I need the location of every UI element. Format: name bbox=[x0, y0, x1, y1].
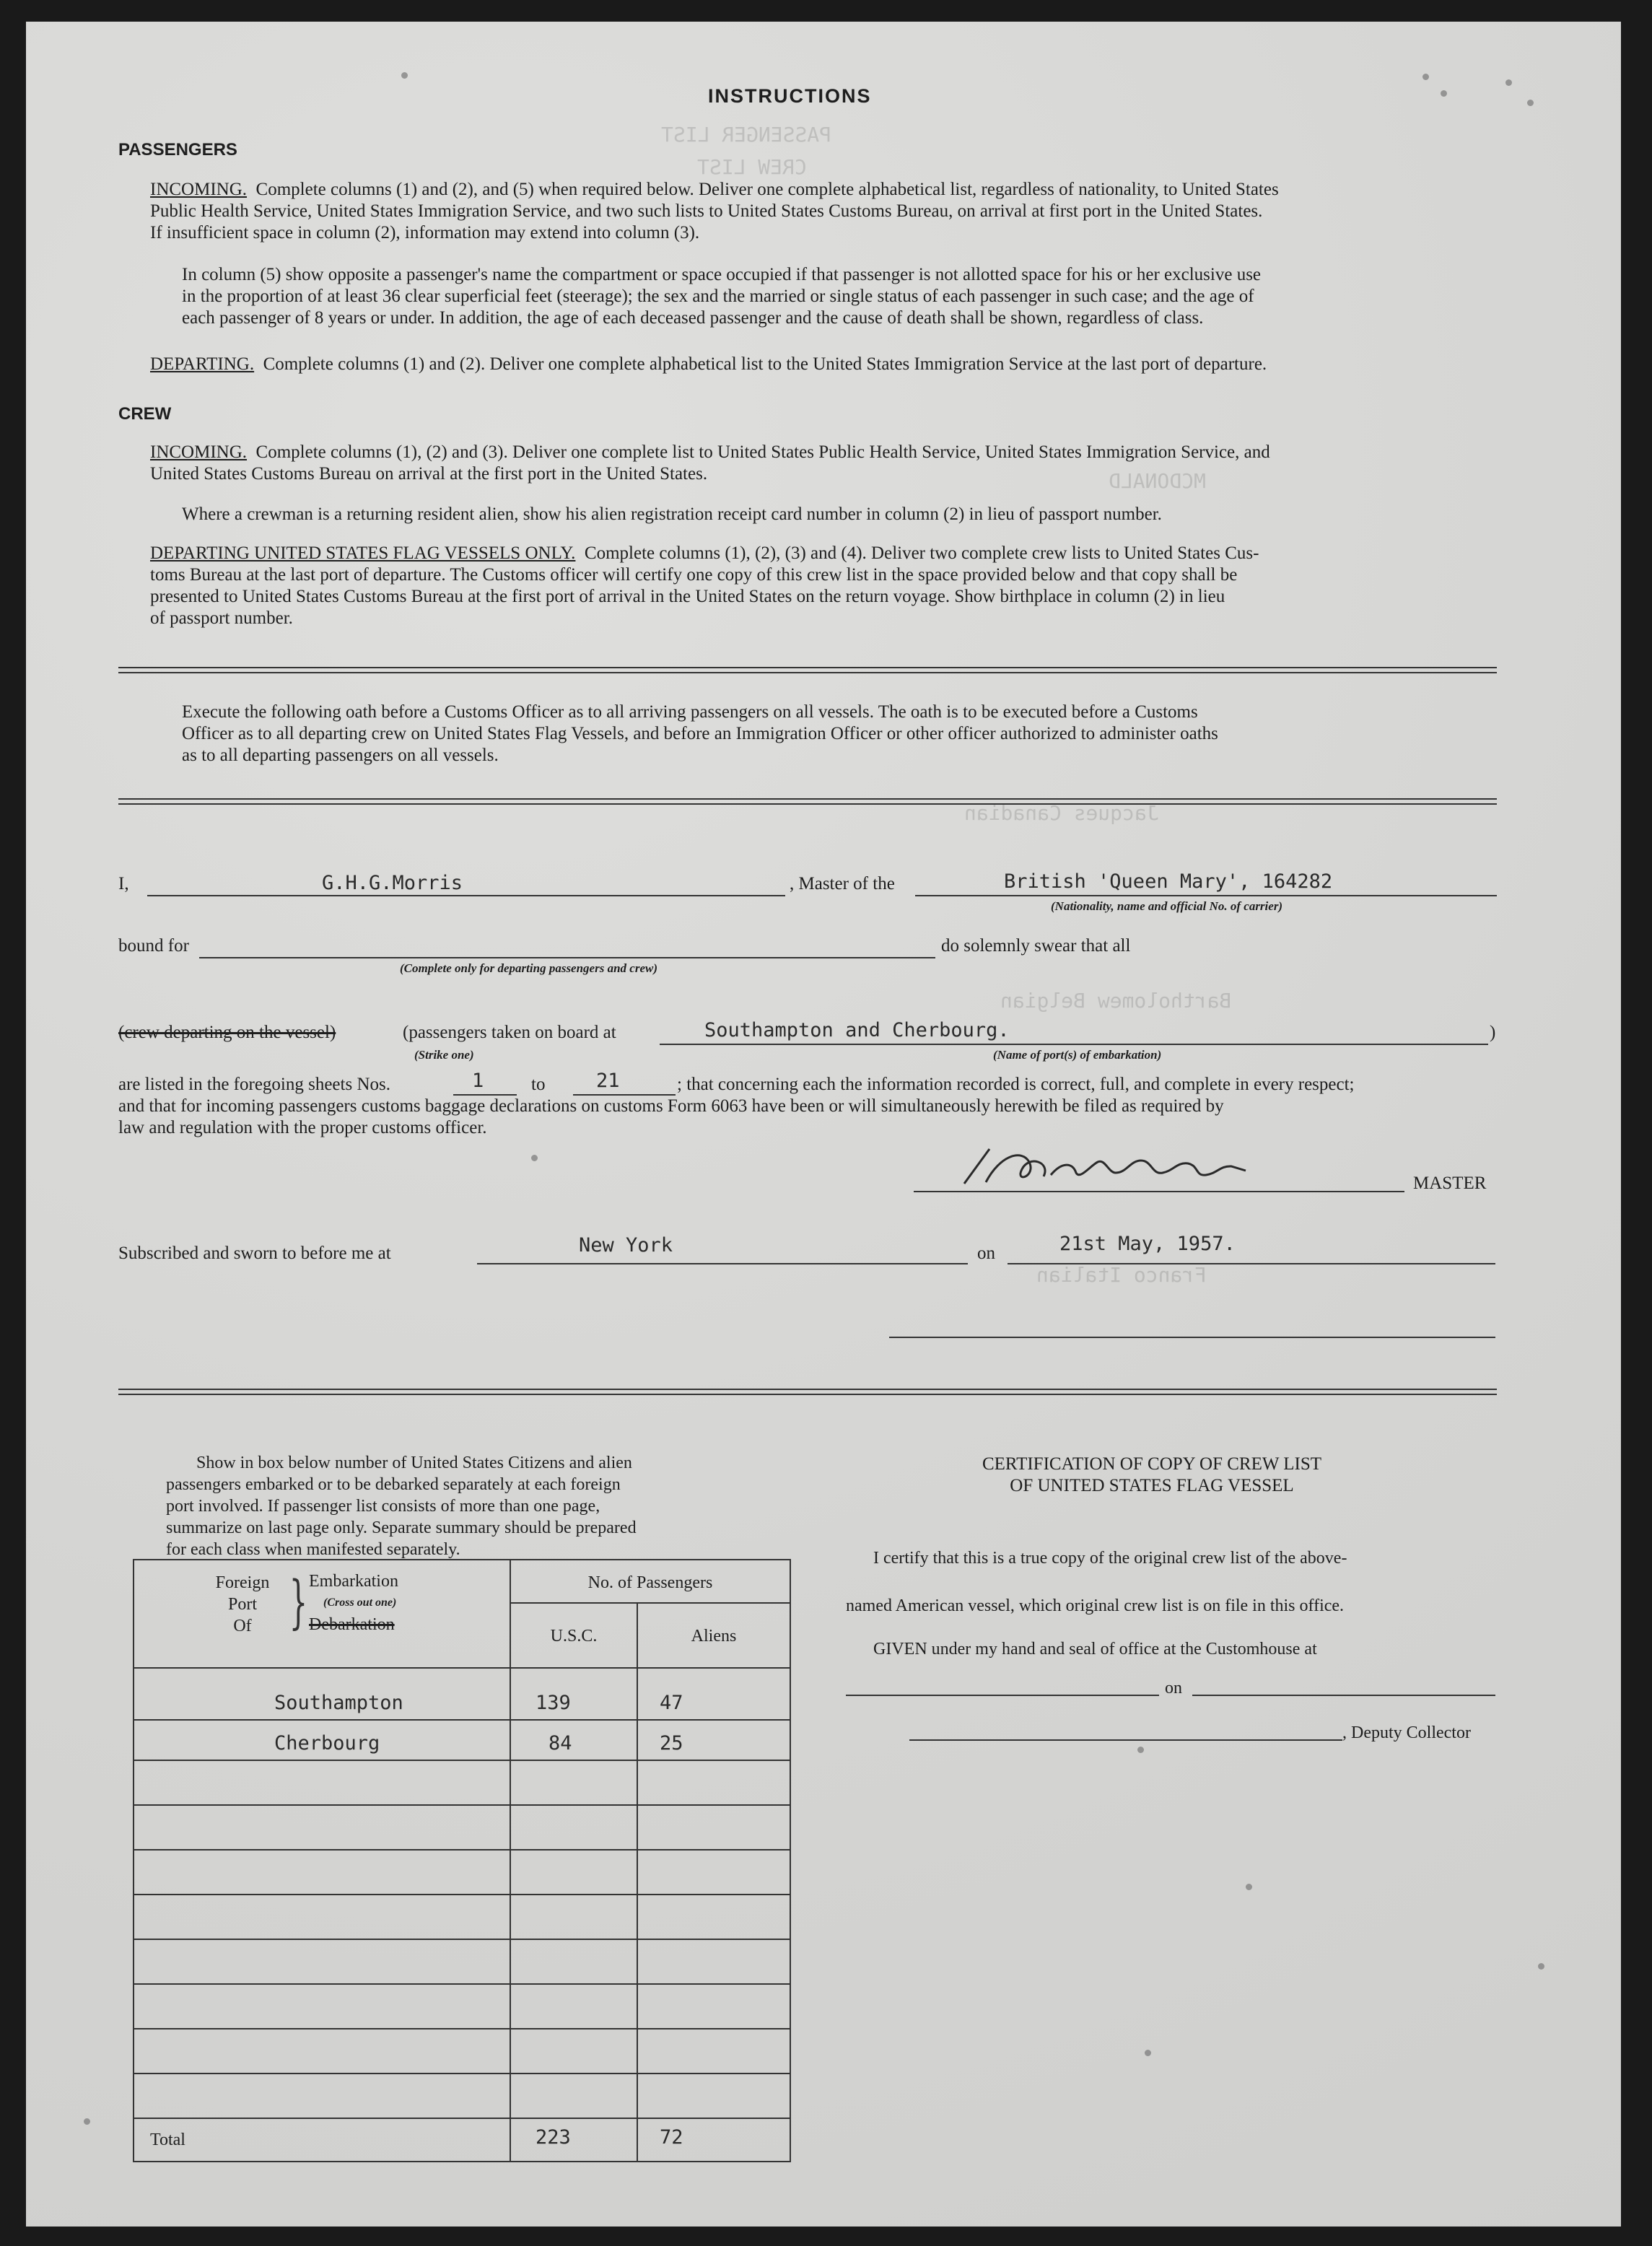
crew-incoming-line-2: United States Customs Bureau on arrival at the first port in the United States. bbox=[150, 464, 708, 484]
crew-flag-label: DEPARTING UNITED STATES FLAG VESSELS ONLY. bbox=[150, 543, 576, 563]
table-row-rule bbox=[133, 1719, 790, 1721]
scan-speck bbox=[1246, 1884, 1252, 1890]
sworn-place-line bbox=[477, 1263, 968, 1264]
passengers-incoming-label: INCOMING. bbox=[150, 180, 248, 199]
deputy-collector-label: , Deputy Collector bbox=[1342, 1723, 1471, 1742]
certification-line-3: GIVEN under my hand and seal of office at the Customhouse at bbox=[873, 1640, 1317, 1659]
passengers-col5-line-3: each passenger of 8 years or under. In addition, the age of each deceased passenger and the cause of death shall be shown, regardless of class. bbox=[182, 308, 1204, 328]
scan-speck bbox=[1441, 90, 1447, 97]
bleed-through-text: PASSENGER LIST bbox=[661, 123, 832, 147]
table-row-rule bbox=[133, 1849, 790, 1850]
signature-line bbox=[914, 1191, 1404, 1192]
table-row-2-aliens: 25 bbox=[660, 1732, 683, 1755]
bracket-glyph: } bbox=[289, 1568, 308, 1635]
table-row-rule bbox=[133, 1939, 790, 1940]
passengers-departing-text: Complete columns (1) and (2). Deliver one complete alphabetical list to the United States Immigration Service at the last port of departure. bbox=[263, 354, 1267, 374]
table-header-rule bbox=[133, 1667, 790, 1669]
crew-incoming-block bbox=[150, 442, 1500, 485]
passengers-col5-block bbox=[182, 264, 1495, 329]
table-total-usc: 223 bbox=[536, 2126, 571, 2149]
sworn-date-field[interactable]: 21st May, 1957. bbox=[1059, 1233, 1236, 1255]
table-row-rule bbox=[133, 1983, 790, 1985]
summary-line-5: for each class when manifested separately. bbox=[166, 1540, 460, 1559]
table-row-rule bbox=[133, 1894, 790, 1895]
no-of-passengers-header: No. of Passengers bbox=[587, 1573, 713, 1592]
table-row-2-port: Cherbourg bbox=[274, 1732, 380, 1755]
summary-line-2: passengers embarked or to be debarked separately at each foreign bbox=[166, 1475, 621, 1494]
bleed-through-text: MCDONALD bbox=[1109, 469, 1206, 493]
embarkation-label: Embarkation bbox=[309, 1572, 398, 1591]
section-divider bbox=[118, 798, 1497, 805]
scan-speck bbox=[531, 1155, 538, 1161]
master-signature bbox=[935, 1133, 1339, 1198]
summary-line-3: port involved. If passenger list consists of more than one page, bbox=[166, 1497, 600, 1516]
certification-title-line-1: CERTIFICATION OF COPY OF CREW LIST bbox=[982, 1454, 1322, 1474]
certification-line-1: I certify that this is a true copy of the original crew list of the above- bbox=[873, 1549, 1347, 1568]
summary-line-4: summarize on last page only. Separate summary should be prepared bbox=[166, 1519, 637, 1537]
listed-suffix: ; that concerning each the information recorded is correct, full, and complete in every respect; bbox=[677, 1075, 1355, 1094]
document-page bbox=[26, 22, 1621, 2227]
table-row-1-port: Southampton bbox=[274, 1692, 403, 1714]
extra-rule bbox=[889, 1337, 1495, 1338]
table-total-label: Total bbox=[150, 2131, 185, 2149]
passengers-heading: PASSENGERS bbox=[118, 140, 237, 160]
sworn-date-line bbox=[1008, 1263, 1495, 1264]
table-row-rule bbox=[133, 1760, 790, 1761]
table-row-1-usc: 139 bbox=[536, 1692, 571, 1714]
bleed-through-text: Jacques Canadian bbox=[964, 801, 1159, 825]
master-name-field[interactable]: G.H.G.Morris bbox=[322, 872, 463, 894]
passenger-summary-table bbox=[133, 1559, 791, 2162]
table-col-divider bbox=[637, 1602, 638, 2161]
sworn-place-field[interactable]: New York bbox=[579, 1234, 673, 1257]
bleed-through-text: Bartholomew Belgian bbox=[1000, 989, 1232, 1013]
passengers-incoming-block bbox=[150, 179, 1500, 244]
table-row-rule bbox=[133, 1804, 790, 1806]
section-divider bbox=[118, 667, 1497, 673]
table-total-aliens: 72 bbox=[660, 2126, 683, 2149]
aliens-header: Aliens bbox=[691, 1627, 737, 1646]
passengers-incoming-line-1: Complete columns (1) and (2), and (5) when required below. Deliver one complete alphabetical list, regardless of nationality, to United States bbox=[255, 180, 1279, 199]
foreign-label: Foreign bbox=[215, 1573, 270, 1592]
swear-label: do solemnly swear that all bbox=[941, 936, 1131, 956]
listed-prefix: are listed in the foregoing sheets Nos. bbox=[118, 1075, 390, 1094]
to-label: to bbox=[531, 1075, 546, 1094]
crew-flag-line-2: toms Bureau at the last port of departure. The Customs officer will certify one copy of this crew list in the space provided below and that copy shall be bbox=[150, 565, 1238, 585]
bound-for-caption: (Complete only for departing passengers and crew) bbox=[400, 961, 657, 975]
listed-line-3: law and regulation with the proper customs officer. bbox=[118, 1118, 487, 1137]
summary-line-1: Show in box below number of United States Citizens and alien bbox=[196, 1454, 632, 1472]
table-col-divider bbox=[510, 1559, 511, 2161]
certification-title bbox=[863, 1454, 1441, 1497]
ports-close-paren: ) bbox=[1490, 1023, 1496, 1042]
scan-speck bbox=[401, 72, 408, 79]
table-row-1-aliens: 47 bbox=[660, 1692, 683, 1714]
of-label: Of bbox=[233, 1617, 252, 1635]
ports-line bbox=[660, 1044, 1488, 1045]
passengers-col5-line-2: in the proportion of at least 36 clear superficial feet (steerage); the sex and the married or single status of each passenger in such case; and the age of bbox=[182, 287, 1254, 306]
sworn-on-label: on bbox=[977, 1244, 995, 1263]
passengers-incoming-line-3: If insufficient space in column (2), information may extend into column (3). bbox=[150, 223, 700, 242]
sheet-to-field[interactable]: 21 bbox=[596, 1070, 620, 1092]
page-title: INSTRUCTIONS bbox=[708, 85, 872, 107]
oath-i-label: I, bbox=[118, 874, 129, 893]
bound-for-line[interactable] bbox=[199, 957, 935, 958]
vessel-caption: (Nationality, name and official No. of carrier) bbox=[1051, 899, 1283, 913]
crew-departing-option-struck: (crew departing on the vessel) bbox=[118, 1023, 336, 1042]
master-of-label: , Master of the bbox=[790, 874, 895, 893]
passengers-departing-block bbox=[150, 354, 1500, 375]
certification-line-2: named American vessel, which original crew list is on file in this office. bbox=[846, 1596, 1345, 1615]
usc-header: U.S.C. bbox=[550, 1627, 598, 1646]
listed-line-2: and that for incoming passengers customs baggage declarations on customs Form 6063 have been or will simultaneously herewith be filed as required by bbox=[118, 1096, 1224, 1116]
port-label: Port bbox=[227, 1595, 257, 1614]
bound-for-label: bound for bbox=[118, 936, 189, 956]
scan-speck bbox=[1527, 100, 1534, 106]
summary-instructions bbox=[166, 1452, 801, 1560]
crew-heading: CREW bbox=[118, 404, 172, 424]
strike-caption: (Strike one) bbox=[414, 1048, 474, 1062]
oath-instructions-line-2: Officer as to all departing crew on United States Flag Vessels, and before an Immigration Officer or other officer authorized to administer oaths bbox=[182, 724, 1218, 743]
cross-out-caption: (Cross out one) bbox=[323, 1596, 397, 1609]
crew-incoming-label: INCOMING. bbox=[150, 442, 248, 462]
scan-speck bbox=[1137, 1747, 1144, 1753]
ports-field[interactable]: Southampton and Cherbourg. bbox=[704, 1019, 1010, 1041]
customhouse-line[interactable] bbox=[846, 1695, 1159, 1696]
subscribed-label: Subscribed and sworn to before me at bbox=[118, 1244, 391, 1263]
crew-flag-line-1: Complete columns (1), (2), (3) and (4). Deliver two complete crew lists to United States Cus- bbox=[584, 543, 1259, 563]
section-divider bbox=[118, 1389, 1497, 1395]
certification-date-line[interactable] bbox=[1192, 1695, 1495, 1696]
bleed-through-text: CREW LIST bbox=[697, 155, 807, 179]
crew-incoming-line-1: Complete columns (1), (2) and (3). Deliver one complete list to United States Public Health Service, United States Immigration Service, and bbox=[255, 442, 1270, 462]
scan-speck bbox=[1538, 1963, 1544, 1970]
master-label: MASTER bbox=[1413, 1174, 1487, 1193]
certification-title-line-2: OF UNITED STATES FLAG VESSEL bbox=[1010, 1476, 1294, 1495]
passengers-option: (passengers taken on board at bbox=[403, 1023, 616, 1042]
oath-instructions-line-1: Execute the following oath before a Customs Officer as to all arriving passengers on all vessels. The oath is to be executed before a Customs bbox=[182, 702, 1198, 722]
master-name-line bbox=[147, 895, 785, 896]
scan-speck bbox=[1422, 74, 1429, 80]
foreign-port-of-label bbox=[206, 1572, 279, 1637]
table-row-2-usc: 84 bbox=[549, 1732, 572, 1755]
crew-crewman-text: Where a crewman is a returning resident alien, show his alien registration receipt card number in column (2) in lieu of passport number. bbox=[182, 504, 1162, 524]
crew-flag-block bbox=[150, 543, 1500, 629]
sheet-from-field[interactable]: 1 bbox=[472, 1070, 484, 1092]
table-subheader-rule bbox=[510, 1602, 790, 1604]
passengers-departing-label: DEPARTING. bbox=[150, 354, 255, 374]
bleed-through-text: Franco Italian bbox=[1036, 1263, 1207, 1287]
debarkation-label-struck: Debarkation bbox=[309, 1615, 395, 1634]
passengers-col5-line-1: In column (5) show opposite a passenger's name the compartment or space occupied if that passenger is not allotted space for his or her exclusive use bbox=[182, 265, 1262, 284]
table-row-rule bbox=[133, 2073, 790, 2074]
vessel-line bbox=[915, 895, 1497, 896]
table-row-rule bbox=[133, 2028, 790, 2029]
certification-on-label: on bbox=[1165, 1679, 1182, 1697]
crew-flag-line-3: presented to United States Customs Bureau at the first port of arrival in the United States on the return voyage. Show birthplace in column (2) in lieu bbox=[150, 587, 1225, 606]
scan-speck bbox=[84, 2118, 90, 2125]
scan-speck bbox=[1505, 79, 1512, 86]
scan-speck bbox=[1145, 2050, 1151, 2056]
oath-instructions-line-3: as to all departing passengers on all vessels. bbox=[182, 746, 499, 765]
oath-instructions-block bbox=[182, 702, 1495, 766]
ports-caption: (Name of port(s) of embarkation) bbox=[993, 1048, 1162, 1062]
passengers-incoming-line-2: Public Health Service, United States Immigration Service, and two such lists to United States Customs Bureau, on arrival at first port in the United States. bbox=[150, 201, 1263, 221]
deputy-collector-line[interactable] bbox=[909, 1739, 1342, 1741]
vessel-field[interactable]: British 'Queen Mary', 164282 bbox=[1004, 870, 1333, 893]
table-row-rule bbox=[133, 2118, 790, 2119]
crew-flag-line-4: of passport number. bbox=[150, 608, 293, 628]
